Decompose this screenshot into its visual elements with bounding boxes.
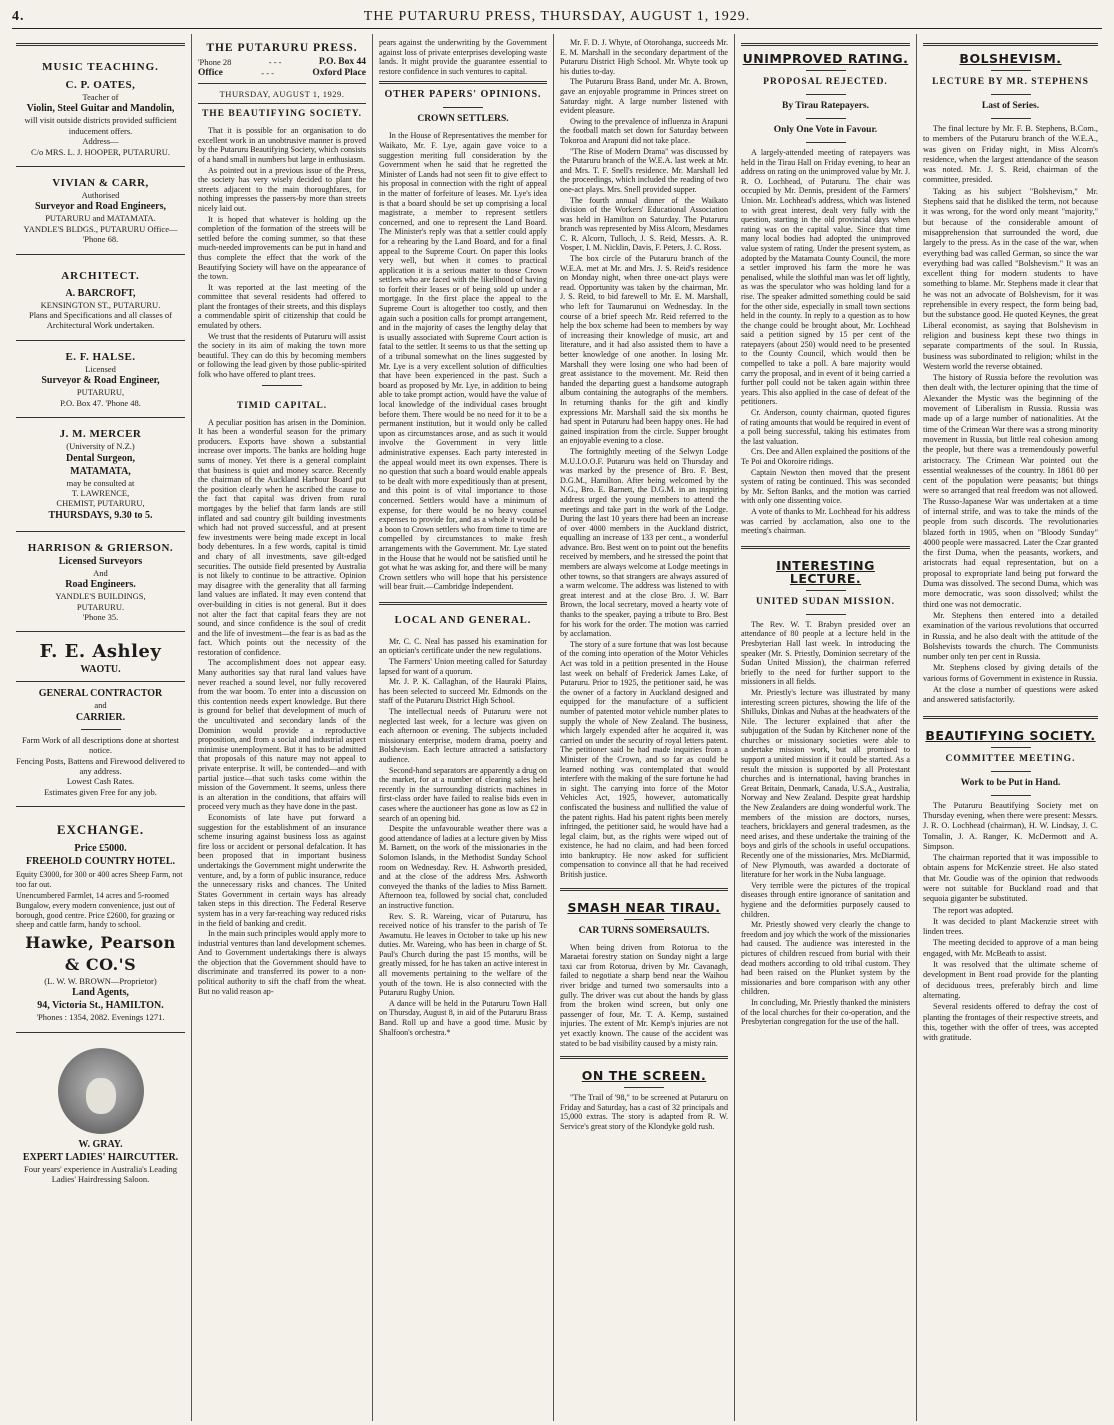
article-paragraph: The intellectual needs of Putaruru were not neglected last week, for a lecture was given on each afternoon or evening. The subjects included missionary enterprise, modern drama, poetry and Bolshevism. Each lecture attracted a satisfactory audience.: [379, 707, 547, 764]
article-paragraph: We trust that the residents of Putaruru will assist the society in its aim of making the town more beautiful. They can do this by becoming members or following the lead given by those public-spirited folk who have offered to plant trees.: [198, 331, 366, 380]
ad-title: EXPERT LADIES' HAIRCUTTER.: [22, 1151, 179, 1163]
ad-harrison-grierson: [16, 537, 185, 627]
ad-line: YANDLE'S BLDGS., PUTARURU Office—: [23, 223, 178, 234]
newspaper-columns: [10, 34, 1104, 1421]
article-paragraph: The history of Russia before the revolution was then dealt with, the lecturer opining that the time of Alexander the Mystic was the beginning of the movement of Liberalism in Russia. Russia was made up of a large number of nationalities. At the time of the Crimean War there was a strong minority movement in Russia, but little real cohesion among the people, but there was a tremendously powerful aristocracy. The Crimean War pointed out the essential weaknesses of the country. In 1861 80 per cent of the population were peasants; but things were so arranged that real freedom was not allowed. The Russo-Japanese War was undertaken at a time of internal strife, and was to take the minds of the people from such discords. The revolutionaries blazed forth in 1905, when on "Bloody Sunday" 4000 people were massacred. Later the Czar granted the first Duma, when the peasants, workers, and aristocrats had equal representation, but on a proposal to expropriate land being put forward the Duma was dissolved. The second Duma, which was more democratic, was soon dissolved; whilst the third one was not democratic.: [923, 373, 1098, 609]
article-heading: INTERESTING LECTURE.: [776, 557, 875, 586]
ad-ashley: [16, 637, 185, 801]
ad-halse: [16, 346, 185, 412]
article-paragraph: The box circle of the Putaruru branch of the W.E.A. met at Mr. and Mrs. J. S. Reid's residence on Monday night, when three one-act plays were read. Opportunity was taken by the chairman, Mr. J. S. Reid, to bid farewell to Mr. E. M. Marshall, who left for Taumarunui on Wednesday. In the course of a brief speech Mr. Reid referred to the help the box scheme had been to members by way of increasing their knowledge of music, art and literature, and it had also assisted them to have a better knowledge of one another. In losing Mr. Marshall they were losing one who had been of great assistance to the movement. Mr. Reid then handed the departing guest a handsome autograph album containing the autographs of the members. In returning thanks for the gift and kindly expressions Mr. Marshall said the six months he had spent in Putaruru had been happy ones. He had gained inspiration from the circle. Supper brought an enjoyable evening to a close.: [560, 254, 728, 446]
press-phone: 'Phone 28: [198, 56, 232, 67]
ad-line: Licensed Surveyors: [58, 555, 143, 567]
ad-line: Violin, Steel Guitar and Mandolin,: [26, 103, 175, 115]
hairdresser-portrait-image: [58, 1048, 144, 1134]
article-heading: OTHER PAPERS' OPINIONS.: [384, 89, 542, 101]
article-paragraph: When being driven from Rotorua to the Maraetai forestry station on Sunday night a large taxi car from Rotorua, driven by Mr. Cavanagh, failed to negotiate a sharp bend near the Waihou river bridge and turned two somersaults into a gully. The driver was cut about the hands by glass from the broken wind screen, but only one passenger of four, Mr. T. A. Kemp, sustained injuries. The extent of Mr. Kemp's injuries are not yet exactly known. The cause of the accident was stated to be bad visibility caused by a misty rain.: [560, 942, 728, 1048]
ad-line: Land Agents,: [72, 987, 129, 999]
article-heading: BOLSHEVISM.: [959, 51, 1062, 66]
article-paragraph: The story of a sure fortune that was lost because of the coming into operation of the Motor Vehicles Act was told in a petition presented in the House last week on behalf of Frederick James Lake, of Putaruru. Prior to 1925, the petitioner said, he was the owner of a factory in Auckland designed and equipped for the manufacture of a sufficient number of patented motor vehicle number plates to supply the whole of New Zealand. The business, which largely expended after he acquired it, was carried on under the security of royal letters patent. The petitioner said he had made inquiries from a Minister of the Crown, and so far as could be learned nothing was contemplated that would interfere with the making of the sure fortune he had in sight. The carrying into force of the Motor Vehicles Act, 1925, however, automatically confiscated the business and nullified the value of the patent rights. Had his patent rights been merely infringed, the petitioner said, he would have had a legal claim, but, as the rights were wiped out of existence, he had no claim, and had been forced into bankruptcy. He now asked for sufficient compensation to convince all that he had received British justice.: [560, 639, 728, 880]
ad-line: PUTARURU.: [76, 601, 125, 612]
ad-line: Address—: [82, 136, 119, 147]
ad-body: Farm Work of all descriptions done at shortest notice.: [21, 734, 180, 756]
article-heading: TIMID CAPITAL.: [236, 400, 328, 411]
article-paragraph: In the House of Representatives the member for Waikato, Mr. F. Lye, again gave voice to a suggestion meriting full consideration by the Government when he said that he regretted the Minister of Lands had not seen fit to give effect to his proposal in connection with the right of appeal in the matter of forfeiture of leases. Mr. Lye's idea is that a board should be set up comprising a local magistrate, a member to represent settlers concerned, and one to represent the Land Board. The Minister's reply was that a settler could apply for a rehearing by the Land Board, and for a final appeal to the Supreme Court. On paper this looks very well, but when it comes to practical application it is a serious matter to those Crown settlers who are faced with the likelihood of having to forfeit their leases or of being sold up under a mortgage. In the first place the appeal to the Supreme Court is altogether too costly, and then again such a position calls for prompt arrangement, and in the majority of cases the lengthy delay that is usually associated with Supreme Court action is fatal to the settler. It seems to us that the setting up of a tribunal somewhat on the lines suggested by Mr. Lye is a very excellent solution of difficulties that have been experienced in the past. Such a board as proposed by Mr. Lye, in addition to being able to take prompt action, would have the value of local knowledge of the individual cases brought before them. There would be no need for it to be a permanent institution, but it would only be called upon as circumstances arose, and as such it would involve the Government in very little administrative expenses. Each party interested in the appeal would meet its own expenses. There is no question that such a board would enable appeals to be dealt with more expeditiously than at present, and this point is of vital importance to those concerned. Settlers would have a minimum of expense, for there would be no heavy counsel expenses to provide for, and as a whole it would be a boon to Crown settlers who from time to time are compelled by circumstances to make fresh arrangements with the Government. Mr. Lye stated in the House that he would not be satisfied until he got what he was asking for, and there will be many Crown settlers who will hope that his persistence will bear fruit.—Cambridge Independent.: [379, 131, 547, 592]
ad-line: 'Phones : 1354, 2082. Evenings 1271.: [36, 1012, 165, 1023]
ad-line: THURSDAYS, 9.30 to 5.: [48, 509, 153, 521]
ad-line: Licensed: [85, 363, 116, 374]
article-subheading: COMMITTEE MEETING.: [945, 753, 1076, 764]
article-paragraph: The Rev. W. T. Brabyn presided over an attendance of 80 people at a lecture held in the Presbyterian Hall last week. In introducing the speaker (Mr. S. Priestly, Dominion secretary of the Sudan United Mission), the chairman referred briefly to the need for further support to the missioners in all fields.: [741, 619, 910, 687]
article-paragraph: It was resolved that the ultimate scheme of development in Bent road provide for the planting of deciduous trees, preferably birch and lime alternating.: [923, 960, 1098, 1000]
article-subheading: CROWN SETTLERS.: [417, 114, 509, 125]
ad-body: Fencing Posts, Battens and Firewood delivered to any address.: [16, 755, 185, 776]
article-paragraph: It is hoped that whatever is holding up the completion of the formation of the streets will be settled before the coming summer, so that these much-needed improvements can be put in hand and thus complete the effect that the work of the Beautifying Society will have on the appearance of the town.: [198, 214, 366, 282]
ad-name: HARRISON & GRIERSON.: [27, 541, 174, 554]
ad-line: 94, Victoria St., HAMILTON.: [37, 1000, 164, 1012]
ad-line: P.O. Box 47. 'Phone 48.: [60, 397, 141, 408]
ad-name: F. E. Ashley: [39, 641, 162, 663]
ad-line: CHEMIST, PUTARURU,: [56, 498, 145, 509]
ad-line: A. BARCROFT,: [65, 287, 136, 299]
article-paragraph: "The Rise of Modern Drama" was discussed by the Putaruru branch of the W.E.A. last week at Mr. and Mrs. T. F. Snell's residence. Mr. Marshall led the proceedings, which included the reading of two one-act plays. Mrs. Snell provided supper.: [560, 146, 728, 194]
article-paragraph: Economists of late have put forward a suggestion for the establishment of an insurance scheme insuring against business loss as against fire loss or accident or personal defalcation. It has been proposed that in important business undertakings the Government might underwrite the venture, and, by a form of public insurance, reduce the unnecessary risks and chances. The United States Government in certain ways has already taken steps in this direction. The Federal Reserve system has in a very far-reaching way reduced risks in the field of banking and credit.: [198, 812, 366, 928]
column-local-news: [554, 34, 735, 1421]
article-paragraph: pears against the underwriting by the Government against loss of private enterprises developing waste lands. It might provide the guarantee essential to restore confidence in such ventures to capital.: [379, 38, 547, 76]
ad-line: YANDLE'S BUILDINGS,: [55, 591, 146, 602]
article-subheading: Last of Series.: [981, 101, 1040, 111]
article-paragraph: Mr. F. D. J. Whyte, of Otorohanga, succeeds Mr. E. M. Marshall in the secondary department of the Putaruru District High School. Mr. Whyte took up his duties to-day.: [560, 38, 728, 76]
ad-item: Unencumbered Farmlet, 14 acres and 5-roomed Bungalow, every modern convenience, just out of borough, good centre. Price £2600, for grazing or sheep and cattle farm, handy to school.: [16, 891, 175, 930]
article-heading: BEAUTIFYING SOCIETY.: [925, 727, 1096, 743]
press-masthead-box: THE PUTARURU PRESS. 'Phone 28 - - - P.O. Box 44 Office - - - Oxford Place: [198, 44, 366, 84]
article-heading: LOCAL AND GENERAL.: [394, 614, 532, 626]
masthead-title: THE PUTARURU PRESS, THURSDAY, AUGUST 1, 1929.: [363, 9, 751, 24]
ad-item: Equity £3000, for 300 or 400 acres Sheep Farm, not too far out.: [16, 870, 183, 889]
ad-name: Hawke, Pearson & CO.'S: [25, 932, 176, 974]
article-paragraph: The Farmers' Union meeting called for Saturday lapsed for want of a quorum.: [379, 657, 547, 676]
article-paragraph: As pointed out in a previous issue of the Press, the society has very wisely decided to plant the streets adjacent to the main thoroughfares, for nothing impresses the passers-by more than streets nicely laid out.: [198, 165, 366, 213]
ad-line: Authorised: [81, 190, 120, 201]
ad-name: C. P. OATES,: [65, 79, 136, 91]
ad-line: and: [94, 700, 107, 711]
article-paragraph: At the close a number of questions were asked and answered satisfactorily.: [923, 685, 1098, 705]
ad-gray-haircutter: [16, 1038, 185, 1189]
ad-line: Road Engineers.: [65, 579, 136, 591]
ad-line: PUTARURU,: [76, 387, 125, 398]
ad-line: T. LAWRENCE,: [71, 487, 130, 498]
article-paragraph: Despite the unfavourable weather there was a good attendance of ladies at a lecture given by Miss M. Barnett, on the work of the missionaries in the Solomon Islands, in the Methodist Sunday School room on Wednesday. Rev. H. Ashworth presided, and at the close of the address Mrs. Ashworth conveyed the thanks of the ladies to Miss Barnett. Afternoon tea, followed by social chat, concluded an instructive function.: [379, 824, 547, 910]
column-bolshevism-society: [917, 34, 1104, 1421]
article-paragraph: Mr. Stephens closed by giving details of the various forms of Government in existence in Russia.: [923, 663, 1098, 683]
ad-body: Lowest Cash Rates.: [66, 776, 135, 787]
article-subheading: PROPOSAL REJECTED.: [763, 77, 888, 87]
article-paragraph: Rev. S. R. Wareing, vicar of Putaruru, has received notice of his transfer to the parish of Te Awamutu. He leaves in October to take up his new duties. Mr. Wareing, who has been in charge of St. Paul's Church during the past 15 months, will be greatly missed, for he has taken an active interest in all movements pertaining to the welfare of the youth of the town. He is also connected with the Putaruru Rugby Union.: [379, 911, 547, 998]
ad-place: WAOTU.: [80, 664, 121, 676]
ad-line: GENERAL CONTRACTOR: [38, 688, 163, 700]
article-paragraph: The Putaruru Beautifying Society met on Thursday evening, when there were present: Messrs. J. R. O. Lochhead (chairman), H. W. Lindsay, J. C. Tomalin, J. A. Ranger, K. McDermott and A. Simpson.: [923, 800, 1098, 851]
article-paragraph: Mr. Priestly showed very clearly the change to freedom and joy which the work of the missionaries had caused. The audience was interested in the pictures of children rescued from burial with their dead mothers according to old tribal custom. They had been raised on the Plunket system by the missionaries and bore comparison with any other children.: [741, 920, 910, 997]
article-paragraph: Mr. Priestly's lecture was illustrated by many interesting screen pictures, showing the life of the Shilluks, Dinkas and Nubas at the headwaters of the Nile. The lecturer explained that after the subjugation of the Sudan by Kitchener none of the churches or missionary societies were able to undertake mission work, but all promised to support a united mission if it could be started. As a result the mission is supported by all Protestant churches and is international, having branches in Great Britain, Denmark, Canada, U.S.A., Australia, Norway and New Zealand. Despite great hardship the New Zealanders are doing wonderful work. The members of the mission are doctors, nurses, teachers, bricklayers and general tradesmen, as the need arises, and these undertake the training of the boys and girls of the schools in useful occupations. Recently one of the missionaries, Mrs. McDiarmid, of New Plymouth, was awarded a doctorate of literature for her work in the Nuba language.: [741, 687, 910, 880]
article-paragraph: "The Trail of '98," to be screened at Putaruru on Friday and Saturday, has a cast of 32 principals and 15,000 extras. The story is adapted from R. W. Service's great story of the Klondyke gold rush.: [560, 1093, 728, 1131]
ad-line: Surveyor and Road Engineers,: [35, 201, 166, 213]
article-paragraph: The report was adopted.: [933, 905, 1014, 915]
ad-line: Teacher of: [82, 92, 119, 102]
ad-mercer: [16, 423, 185, 526]
ad-line: will visit outside districts provided sufficient inducement offers.: [24, 115, 177, 136]
article-paragraph: The meeting decided to approve of a man being engaged, with Mr. McBeath to assist.: [923, 938, 1098, 958]
article-subheading: UNITED SUDAN MISSION.: [756, 596, 895, 607]
press-box: P.O. Box 44: [318, 56, 366, 67]
article-heading: ON THE SCREEN.: [581, 1068, 707, 1084]
article-paragraph: Cr. Anderson, county chairman, quoted figures of rating amounts that would be required in event of a poll being successful, taking his estimates from the last valuation.: [741, 408, 910, 446]
ad-price: Price £5000.: [74, 843, 127, 855]
article-paragraph: Crs. Dee and Allen explained the positions of the Te Poi and Okoroire ridings.: [741, 447, 910, 466]
article-paragraph: In the main such principles would apply more to industrial ventures than land development schemes. And to Government undertakings there is always the objection that the Government should have to discriminate and transferred its power to a non-political authority to sift the chaff from the wheat. But no valid reason ap-: [198, 929, 366, 996]
ad-architect: [16, 260, 185, 335]
article-paragraph: Mr. C. C. Neal has passed his examination for an optician's certificate under the new regulations.: [379, 636, 547, 656]
article-paragraph: The fourth annual dinner of the Waikato division of the Workers' Educational Association was held in Hamilton on Saturday. The Putaruru branch was represented by Miss Alcorn, Mesdames C. R. Alcorn, Tulloch, J. S. Reid, Messrs. A. R. Vosper, I. M. Nicklin, Davis, F. Peters, J. C. Ross.: [560, 195, 728, 253]
article-paragraph: It was reported at the last meeting of the committee that several residents had offered to plant the frontages of their streets, and this displays a commendable spirit of citizenship that could be emulated by others.: [198, 282, 366, 331]
article-paragraph: Captain Newton then moved that the present system of rating be continued. This was seconded by Mr. Sefton Banks, and the motion was carried with only one dissenting voice.: [741, 467, 910, 506]
column-rating-lecture: [735, 34, 917, 1421]
article-paragraph: The final lecture by Mr. F. B. Stephens, B.Com., to members of the Putaruru branch of the W.E.A., was given on Friday night, in Miss Alcorn's residence, when the largest attendance of the season was noted. Mr. J. S. Reid, chairman of the committee, presided.: [923, 124, 1098, 185]
article-paragraph: The Putaruru Brass Band, under Mr. A. Brown, gave an enjoyable programme in Princes street on Saturday night. A large number listened with evident pleasure.: [560, 77, 728, 116]
ad-line: Plans and Specifications and all classes of Architectural Work undertaken.: [28, 310, 173, 331]
press-title: THE PUTARURU PRESS.: [206, 42, 358, 54]
ad-heading: EXCHANGE.: [56, 822, 145, 838]
article-paragraph: A largely-attended meeting of ratepayers was held in the Tirau Hall on Friday evening, to hear an address on rating on the unimproved value by Mr. J. R. O. Lochhead, of Putaruru. The chair was occupied by Mr. Dennis, president of the Farmers' Union. Mr. Lochhead's address, which was listened to with great interest, dealt very fully with the question, starting in the old provincial days when rating was on the capital value. Since that time many local bodies had adopted the unimproved value system of rating. Under the present system, as adopted by the Matamata County Council, the more a settler improved his farm the more he was penalised, while the slothful man was let off lightly, as was the speculator who was holding land for a rise. The speaker admitted something could be said for the other side, especially in small town sections held in the county. In reply to a question as to how the change could be brought about, Mr. Lochhead said a petition signed by 15 per cent of the ratepayers (about 250) would need to be presented to the County Council, which would then be compelled to take a poll. A bare majority would carry the proposal, and in event of it being carried a further poll could not be taken again within three years. This also applied in the case of defeat of the petitioners.: [741, 148, 910, 407]
article-heading: SMASH NEAR TIRAU.: [567, 899, 721, 915]
ad-name: W. GRAY.: [78, 1138, 123, 1150]
ad-line: KENSINGTON ST., PUTARURU.: [40, 299, 161, 310]
article-paragraph: In concluding, Mr. Priestly thanked the ministers of the local churches for their co-operation, and the Presbyterian congregation for the use of the hall.: [741, 997, 910, 1027]
article-subheading: LECTURE BY MR. STEPHENS: [932, 77, 1089, 87]
article-paragraph: Mr. Stephens then entered into a detailed examination of the various revolutions that occurred in Russia, and he also dealt with the attitude of the Bolshevists towards the church. The Communists number only ten per cent in Russia.: [923, 610, 1098, 662]
ad-vivian-carr: [16, 172, 185, 249]
ad-line: (University of N.Z.): [66, 441, 135, 452]
ad-line: Surveyor & Road Engineer,: [41, 375, 160, 387]
press-office: Office: [198, 67, 223, 78]
ad-line: MATAMATA,: [70, 465, 131, 477]
ad-name: J. M. MERCER: [59, 428, 142, 441]
ad-line: Dental Surgeon,: [66, 452, 135, 464]
column-editorial: [192, 34, 373, 1421]
ad-line: 'Phone 68.: [82, 234, 119, 245]
article-subheading: Only One Vote in Favour.: [773, 125, 878, 135]
article-paragraph: The fortnightly meeting of the Selwyn Lodge M.U.I.O.O.F. Putaruru was held on Thursday and was marked by the presence of Bro. F. Best, D.G.M., Hamilton. After being welcomed by the N.G., Bro. E. Barnett, the D.G.M. in an inspiring address urged the young members to attend the meetings and take part in the work of the Lodge. During the last 10 years there had been an increase of over 4000 members in the Auckland district, equalling an increase of 133 per cent., a wonderful advance. Bro. Best went on to point out the benefits received by members, and he stressed the point that members are always welcome at Lodge meetings in other towns, so that strangers are always assured of a warm welcome. The address was listened to with great interest and at the close Bro. J. W. Barr Brown, the local secretary, moved a hearty vote of thanks to the speaker, paying a tribute to Bro. Best for his work for the order. The motion was carried by acclamation.: [560, 446, 728, 639]
ad-line: C/o MRS. L. J. HOOPER, PUTARURU.: [30, 146, 171, 157]
column-opinions-local: [373, 34, 554, 1421]
article-paragraph: That it is possible for an organisation to do excellent work in an unobtrusive manner is proved by the Putaruru Beautifying Society, which consists of a band small in numbers but large in enthusiasm.: [198, 126, 366, 164]
masthead: [12, 6, 1102, 29]
ad-music-teaching: [16, 51, 185, 161]
article-paragraph: A peculiar position has arisen in the Dominion. It has been a wonderful season for the primary producers. Exports have shown a substantial increase over imports. The banks are holding huge sums of money. Yet there is a general complaint that business is quiet and money scarce. Recently the chairman of the Auckland Harbour Board put the position clearly when he ascribed the cause to the fact that capital was driven from rural mortgages by the belief that farm lands are still inflated and sad country gilt building investments which had not proved successful, and at present few investments were being made except in local body debentures. In a few words, capital is timid and chary of all investments, save gilt-edged securities. The outside field presented by Australia is not likely to continue to be attractive. Opinion may disagree with the generality that all farming land values are inflated. It may even contend that over-building in cities is not general. But it does not alter the fact that capital fears they are not sound, and since confidence is the soul of credit and the life of investment—the fear is as bad as the fact. Which points out the necessity of the restoration of confidence.: [198, 417, 366, 657]
ad-line: may be consulted at: [66, 477, 135, 488]
article-heading: UNIMPROVED RATING.: [742, 51, 909, 66]
article-subheading: CAR TURNS SOMERSAULTS.: [578, 925, 710, 936]
ad-exchange: [16, 812, 185, 1026]
ad-heading: ARCHITECT.: [61, 269, 140, 282]
article-paragraph: Mr. J. P. K. Callaghan, of the Hauraki Plains, has been selected to succeed Mr. Edmonds on the staff of the Putaruru District High School.: [379, 677, 547, 706]
ad-line: And: [93, 567, 108, 578]
article-paragraph: Owing to the prevalence of influenza in Arapuni the football match set down for Saturday between Tokoroa and Arapuni did not take place.: [560, 116, 728, 145]
article-subheading: By Tirau Ratepayers.: [782, 101, 869, 111]
ad-line: CARRIER.: [75, 711, 126, 723]
ad-name: E. F. HALSE.: [65, 350, 136, 363]
article-paragraph: A vote of thanks to Mr. Lochhead for his address was carried by acclamation, also one to the meeting's chairman.: [741, 506, 910, 536]
editorial-dateline: THURSDAY, AUGUST 1, 1929.: [198, 84, 366, 105]
article-paragraph: The chairman reported that it was impossible to obtain aspens for McKenzie street. He also stated that Mr. Goudie was of the opinion that redwoods were not suitable for Buckland road and that sequoia giganter be substituted.: [923, 853, 1098, 904]
ad-name: VIVIAN & CARR,: [52, 177, 149, 190]
article-paragraph: It was decided to plant Mackenzie street with linden trees.: [923, 916, 1098, 937]
article-paragraph: The accomplishment does not appear easy. Many authorities say that rural land values have never reached a sound level, nor fully recovered from the war boom. To enter into a discussion on this contention needs expert knowledge. But there is ground for belief that development of much of the uncultivated and secondary lands of the Dominion would provide a reproductive proposition, and from a social and industrial aspect minimise unemployment. But it has to be admitted that proposals of this nature may not appeal to private enterprise. It will, be contended—and with partial justice—that such tasks come within the mission of the Government. It seems, unless there is an alteration in the conditions, that affairs will proceed very much as they have done in the past.: [198, 658, 366, 812]
article-heading: THE BEAUTIFYING SOCIETY.: [201, 109, 363, 120]
ad-line: (L. W. W. BROWN—Proprietor): [44, 975, 157, 986]
page-number: 4.: [12, 9, 25, 24]
ad-line: 'Phone 35.: [82, 611, 119, 622]
article-paragraph: A dance will be held in the Putaruru Town Hall on Thursday, August 8, in aid of the Putaruru Brass Band. Roll up and have a good time. Music by Shalfoon's orchestra.*: [379, 998, 547, 1037]
article-subheading: Work to be Put in Hand.: [960, 777, 1061, 788]
ad-line: PUTARURU and MATAMATA.: [45, 213, 156, 224]
article-paragraph: Several residents offered to defray the cost of planting the frontages of their respective streets, and this, together with the offer of trees, was accepted with gratitude.: [923, 1002, 1098, 1043]
article-paragraph: Very terrible were the pictures of the tropical diseases through entire ignorance of sanitation and hygiene and the deformities purposely caused to children.: [741, 880, 910, 919]
ad-line: Four years' experience in Australia's Leading Ladies' Hairdressing Saloon.: [24, 1163, 177, 1184]
ad-hotel: FREEHOLD COUNTRY HOTEL.: [25, 856, 176, 868]
article-paragraph: Taking as his subject "Bolshevism," Mr. Stephens said that he disliked the term, not because it was wrong, for the word only meant "majority," but because of the considerable amount of misapprehension that surrounded the word, due largely to the press. As in the case of the war, when everything bad was called German, so since the war everything bad was called "Bolshevism." It was an excellent thing for modern students to have something to blame. Mr. Stephens made it clear that he was not an advocate of Bolshevism, for it was reprehensible in every respect, the form being bad, but the substance good. He quoted Keynes, the great Liberal economist, as saying that Bolshevism in religion and business kept these two things in separate compartments of the soul. In Russia, business was subordinated to religion; whilst in the Western world the reverse obtained.: [923, 186, 1098, 371]
press-street: Oxford Place: [312, 67, 366, 78]
article-paragraph: Second-hand separators are apparently a drug on the market, for at a number of clearing sales held recently in the surrounding districts machines in first-class order have failed to realise bids even in cases where the auctioneer has gone as low as £2 in search of an opening bid.: [379, 765, 547, 823]
ad-heading: MUSIC TEACHING.: [42, 61, 159, 73]
ad-body: Estimates given Free for any job.: [44, 786, 157, 797]
column-advertisements: [10, 34, 192, 1421]
